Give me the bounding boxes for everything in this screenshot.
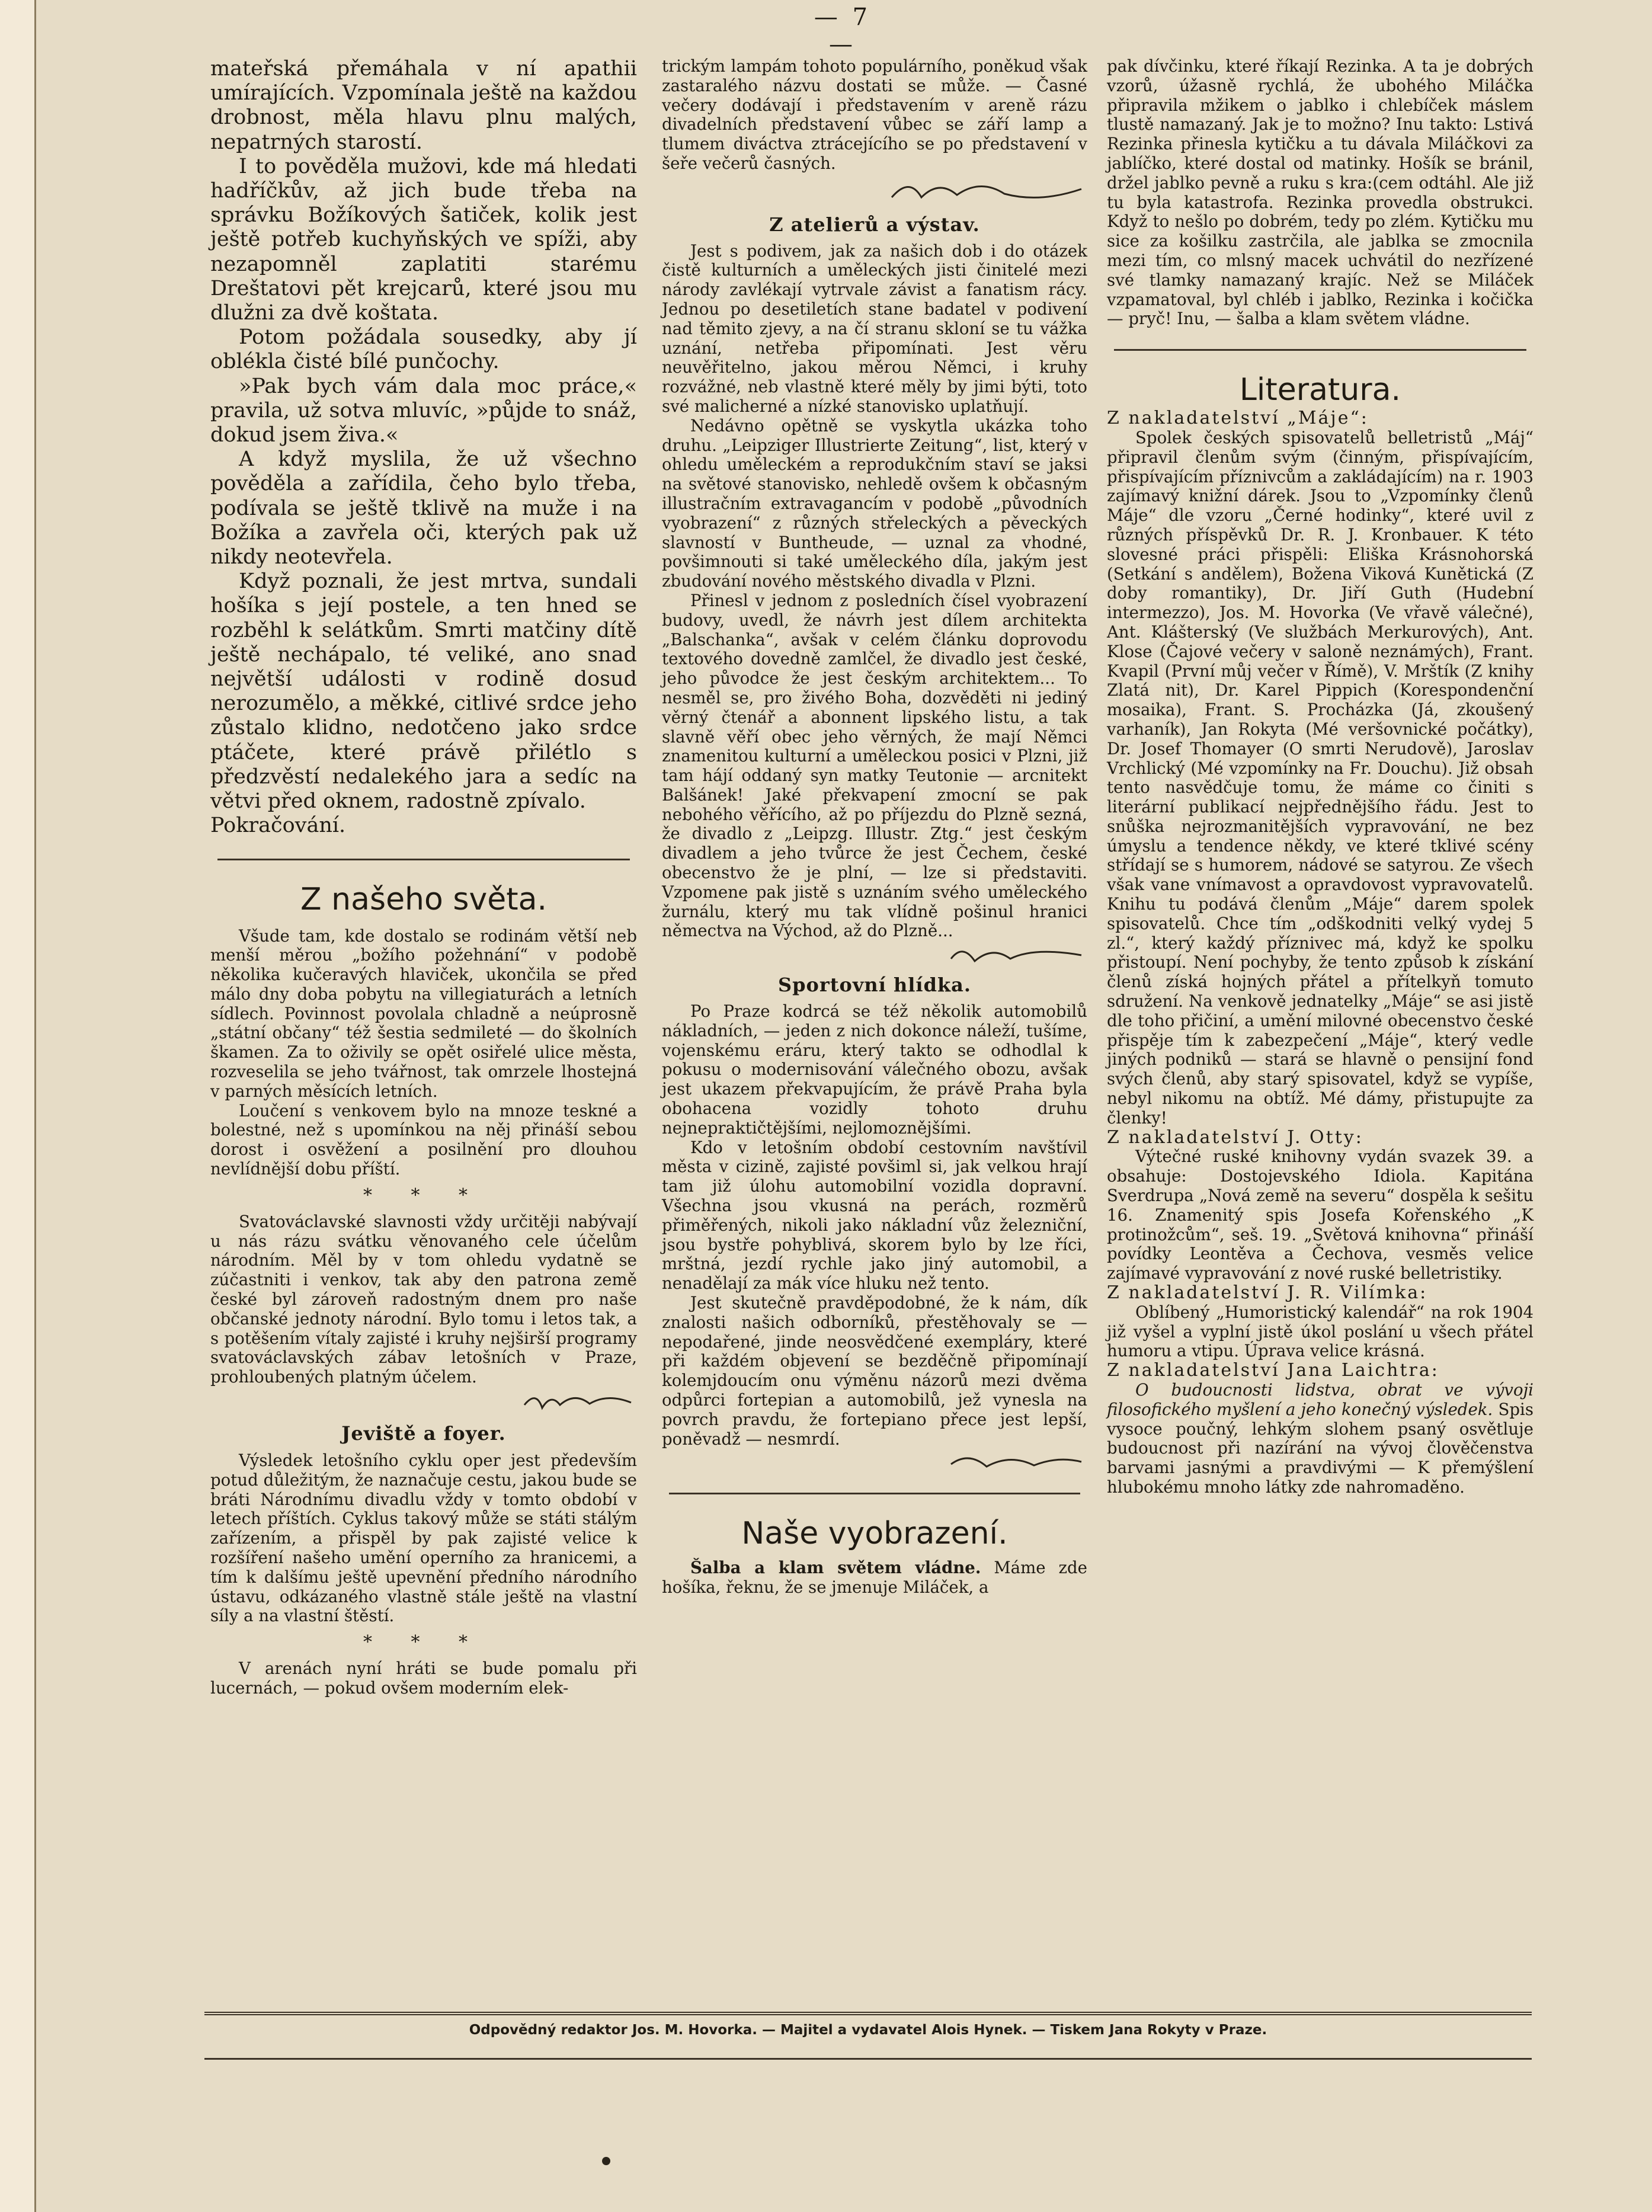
section-heading-images: Naše vyobrazení. (741, 1516, 1008, 1552)
publisher-heading-laichter: Z nakladatelství Jana Laichtra: (1107, 1360, 1439, 1381)
section-divider (217, 859, 630, 860)
signature-sketch (945, 1449, 1087, 1472)
sport-paragraph: Po Praze kodrcá se též několik automobilů nákladních, — jeden z nich dokonce náleží, tušíme, vojenskému eráru, který takto se odhodlal k pokusu o modernisování válečného obozu, avšak jest ukazem překvapujícím, že právě Praha byla obohacena vozidly tohoto druhu nejnepraktičtějšími, nejlomoznějšími. (662, 1001, 1087, 1138)
svatovaclav-paragraph: Svatováclavské slavnosti vždy určitěji nabývají u nás rázu svátku věnovaného cele účelům národním. Měl by v tom ohledu vydatně se zúčastniti i venkov, tak aby den patrona země české byl zároveň radostným dnem pro naše občanské jednoty národní. Bylo tomu i letos tak, a s potěšením vítaly zajisté i kruhy nejširší programy svatováclavských zábav letošních v Praze, prohloubených platným účelem. (210, 1211, 637, 1387)
arena-paragraph: V arenách nyní hráti se bude pomalu při lucernách, — pokud ovšem moderním elek- (210, 1659, 637, 1698)
sport-paragraph: Kdo v letošním období cestovním navštívil města v cizině, zajisté povšiml si, jak velkou hrají tam již úlohu automobilní vozidla dopravní. Všechna jsou vkusná na perách, rozměrů přiměřených, nikoli jako nákladní vůz železniční, jsou bystře pohyblivá, skorem bylo by lze říci, mrštná, jezdí rychle jako jiný automobil, a nenadělají za mák více hluku než tento. (662, 1137, 1087, 1294)
images-title: Šalba a klam světem vládne. (690, 1558, 981, 1578)
vilimek-paragraph: Oblíbený „Humoristický kalendář“ na rok 1904 již vyšel a vyplní jistě úkol poslání u všech přátel humoru a vtipu. Úprava velice krásná. (1107, 1302, 1533, 1361)
sport-paragraph: Jest skutečně pravděpodobné, že k nám, dík znalosti našich odborníků, přestěhovaly se — nepodařené, jinde neosvědčené exempláry, které při každém objevení se bezděčně připomínají kolemjdoucím onu výměnu názorů mezi dvěma odpůrci fortepian a automobilů, jež vynesla na povrch pravdu, že fortepiano přece jest lepší, poněvadž — nesmrdí. (662, 1293, 1087, 1449)
story-paragraph: »Pak bych vám dala moc práce,« pravila, už sotva mluvíc, »půjde to snáž, dokud jsem živa.« (210, 374, 637, 447)
section-heading-sport: Sportovní hlídka. (778, 974, 971, 997)
otty-paragraph: Výtečné ruské knihovny vydán svazek 39. a obsahuje: Dostojevského Idiola. Kapitána Sverdrupa „Nová země na severu“ dospěla k sešitu 16. Znamenitý spis Josefa Kořenského „K protinožcům“, seš. 19. „Světová knihovna“ přináší povídky Leontěva a Čechova, vesměs velice zajímavé vypravování z nové ruské belletristiky. (1107, 1147, 1533, 1283)
ateliers-paragraph: Nedávno opětně se vyskytla ukázka toho druhu. „Leipziger Illustrierte Zeitung“, list, který v ohledu uměleckém a reprodukčním staví se jaksi na světové stanovisko, nehledě ovšem k občasným illustračním extravagancím v podobě „původních vyobrazení“ z různých střeleckých a pěveckých slavností v Buntheude, — uznal za vhodné, povšimnouti si také uměleckého díla, jakým jest zbudování nového městského divadla v Plzni. (662, 415, 1087, 591)
column-right (1107, 57, 1533, 1497)
images-continued: pak dívčinku, které říkají Rezinka. A ta je dobrých vzorů, úžasně rychlá, že ubohého Miláčka připravila mžikem o jablko i chlebíček máslem tlustě namazaný. Jak je to možno? Inu takto: Lstivá Rezinka přinesla kytičku a tu dávala Miláčkovi za jablíčko, které dostal od matinky. Hošík se bránil, držel jablko pevně a ruku s kra:(cem odtáhl. Ale již tu byla katastrofa. Rezinka provedla obstrukci. Když to nešlo po dobrém, tedy po zlém. Kytičku mu sice za košilku zastrčila, ale jablka se zmocnila mezi tím, co mlsný macek uchvátil do nezřízené své tlamky namazaný krajíc. Než se Miláček vzpamatoval, byl chléb i jablko, Rezinka i kočička — pryč! Inu, — šalba a klam světem vládne. (1107, 56, 1533, 329)
foyer-paragraph: Výsledek letošního cyklu oper jest především potud důležitým, že naznačuje cestu, jakou bude se bráti Národnímu divadlu vždy v tomto období v letech příštích. Cyklus takový může se státi stálým zařízením, a přispěl by pak zajisté velice k rozšíření našeho umění operního za hranicemi, a tím k dalšímu ještě upevnění předního národního ústavu, odkázaného vlastně stále ještě na vlastní síly a na vlastní štěstí. (210, 1451, 637, 1626)
page-number: — 7 — (814, 4, 872, 58)
story-paragraph: Potom požádala sousedky, aby jí oblékla čisté bílé punčochy. (210, 325, 637, 374)
ink-dot (602, 2157, 610, 2165)
section-heading-foyer: Jeviště a foyer. (341, 1422, 506, 1445)
story-paragraph: Když poznali, že jest mrtva, sundali hošíka s její postele, a ten hned se rozběhl k selátkům. Smrti matčiny dítě ještě nechápalo, té veliké, ano snad největší události v rodině dosud nerozumělo, a měkké, citlivé srdce jeho zůstalo klidno, nedotčeno jako srdce ptáčete, které právě přilétlo s předzvěstí nedalekého jara a sedíc na větvi před oknem, radostně zpívalo. (210, 569, 637, 814)
section-heading-literature: Literatura. (1239, 372, 1401, 408)
section-heading-world: Z našeho světa. (300, 881, 547, 917)
story-paragraph: I to pověděla mužovi, kde má hledati hadříčkův, až jich bude třeba na správku Božíkových šatiček, kolik jest ještě potřeb kuchyňských ve spíži, aby nezapomněl zaplatiti starému Dreštatovi pět krejcarů, které jsou mu dlužni za dvě koštata. (210, 154, 637, 325)
signature-sketch (886, 174, 1087, 207)
section-heading-ateliers: Z atelierů a výstav. (769, 213, 980, 236)
story-paragraph: A když myslila, že už všechno pověděla a zařídila, čeho bylo třeba, podívala se ještě tklivě na muže i na Božíka a zavřela oči, kterých pak už nikdy neotevřela. (210, 447, 637, 569)
world-paragraph: Loučení s venkovem bylo na mnoze teskné a bolestné, než s upomínkou na něj přináší sebou dorost i osvěžení a posilnění pro dlouhou nevlídnější dobu příští. (210, 1100, 637, 1179)
arena-continued: trickým lampám tohoto populárního, poněkud však zastaralého názvu dostati se může. — Časné večery dodávají i představením v areně rázu divadelních představení vůbec se září lamp a tlumem diváctva ztrácejícího se po představení v šeře večerů časných. (662, 56, 1087, 173)
signature-sketch (945, 941, 1087, 967)
section-divider (1114, 349, 1526, 351)
signature-sketch (518, 1387, 637, 1414)
stars-divider: * * * (363, 1185, 485, 1206)
maje-paragraph: Spolek českých spisovatelů belletristů „Máj“ připravil členům svým (činným, přispívajícím, přispívajícím příznivcům a zakládajícím) na r. 1903 zajímavý knižní dárek. Jsou to „Vzpomínky členů Máje“ dle vzoru „Černé hodinky“, které uvil z různých příspěvků Dr. R. J. Kronbauer. K této slovesné práci přispěli: Eliška Krásnohorská (Setkání s andělem), Božena Viková Kunětická (Z doby romantiky), Dr. Jiří Guth (Hudební intermezzo), Jos. M. Hovorka (Ve vřavě válečné), Ant. Klášterský (Ve službách Merkurových), Ant. Klose (Čajové večery v saloně neznámých), Frant. Kvapil (První můj večer v Římě), V. Mrštík (Z knihy Zlatá nit), Dr. Karel Pippich (Korespondenční mosaika), Frant. S. Procházka (Já, zkoušený varhaník), Jan Rokyta (Mé veršovnické počátky), Dr. Josef Thomayer (O smrti Nerudově), Jaroslav Vrchlický (Mé vzpomínky na Fr. Douchu). Již obsah tento nasvědčuje tomu, že máme co činiti s literární publikací nejpřednějšího řádu. Jest to snůška nejrozmanitějších vypravování, ne bez úmyslu a tendence někdy, ve které tklivé scény střídají se s humorem, nádové se satyrou. Ze všech však vane vnímavost a opravdovost vypravovatelů. Knihu tu podává členům „Máje“ darem spolek spisovatelů. Chce tím „odškodniti velký vydej 5 zl.“, který každý příznivec má, když ke spolku přistoupí. Není pochyby, že tento způsob k získání členů získá hojných přátel a přítelkyň tomuto sdružení. Na venkově jednatelky „Máje“ se asi jistě dle toho přičiní, a umění milovné obecenstvo české přispěje tím k zabezpečení „Máje“, který vedle jiných podniků — stará se hlavně o pensijní fond svých členů, aby starý spisovatel, když se vypíše, nebyl nikomu na obtíž. Mé dámy, přistupujte za členky! (1107, 427, 1533, 1128)
continued-note: Pokračování. (210, 814, 346, 838)
stars-divider: * * * (363, 1632, 485, 1653)
imprint-footer: Odpovědný redaktor Jos. M. Hovorka. — Majitel a vydavatel Alois Hynek. — Tiskem Jana Rokyty v Praze. (204, 2012, 1532, 2038)
world-paragraph: Všude tam, kde dostalo se rodinám větší neb menší měrou „božího požehnání“ v podobě několika kučeravých hlaviček, ukončila se před málo dny doba pobytu na villegiaturách a letních sídlech. Povinnost povolala chladně a neúprosně „státní občany“ též šestia sedmileté — do školních škamen. Za to oživily se opět osiřelé ulice města, rozveselila se jeho tvářnost, tak omrzele lhostejná v parných měsících letních. (210, 926, 637, 1101)
story-paragraph: mateřská přemáhala v ní apathii umírajících. Vzpomínala ještě na každou drobnost, měla hlavu plnu malých, nepatrných starostí. (210, 57, 637, 154)
column-left (210, 57, 637, 1698)
laichter-text: Spis vysoce poučný, lehkým slohem psaný osvětluje budoucnost při nazírání na vývoj člověčenstva barvami jasnými a pravdivými — K přemýšlení hlubokému mnoho látky zde nahromaděno. (1107, 1399, 1533, 1497)
publisher-heading-vilimek: Z nakladatelství J. R. Vilímka: (1107, 1282, 1428, 1304)
ateliers-paragraph: Přinesl v jednom z posledních čísel vyobrazení budovy, uvedl, že návrh jest dílem architekta „Balschanka“, avšak v celém článku doprovodu textového dovedně zamlčel, že divadlo jest české, jeho původce že jest českým architektem... To nesměl se, pro živého Boha, dozvěděti ni jediný věrný čtenář a abonnent lipského listu, a tak slavně věří obec jeho věrných, že mají Němci znamenitou kulturní a uměleckou posici v Plzni, již tam hájí oddaný syn matky Teutonie — arcnitekt Balšánek! Jaké překvapení zmocní se pak nebohého věřícího, až po příjezdu do Plzně sezná, že divadlo z „Leipzg. Illustr. Ztg.“ jest českým divadlem a jeho tvůrce že jest Čechem, české obecenstvo že je plní, — lze si představiti. Vzpomene pak jistě s uznáním svého uměleckého žurnálu, který mu tak vlídně pošinul hranici němectva na Východ, až do Plzně... (662, 590, 1087, 941)
footer-rule (204, 2058, 1532, 2060)
column-middle (662, 57, 1087, 1598)
section-divider (669, 1493, 1080, 1494)
laichter-title: O budoucnosti lidstva, obrat ve vývoji filosofického myšlení a jeho konečný výsledek. (1107, 1380, 1533, 1419)
images-text: Máme zde hošíka, řeknu, že se jmenuje Miláček, a (662, 1558, 1087, 1598)
publisher-heading-otty: Z nakladatelství J. Otty: (1107, 1126, 1363, 1148)
binding-edge (0, 0, 36, 2212)
ateliers-paragraph: Jest s podivem, jak za našich dob i do otázek čistě kulturních a uměleckých jisti činitelé mezi národy zavlékají vytrvale závist a fanatism rácy. Jednou po desetiletích stane badatel v podivení nad těmito zjevy, a na čí stranu skloní se tu vážka uznání, netřeba připomínati. Jest věru neuvěřitelno, jakou měrou Němci, i kruhy rozvážné, neb vlastně které měly by jimi býti, toto své malicherné a nízké stanovisko uplatňují. (662, 241, 1087, 416)
publisher-heading-maje: Z nakladatelství „Máje“: (1107, 408, 1369, 429)
